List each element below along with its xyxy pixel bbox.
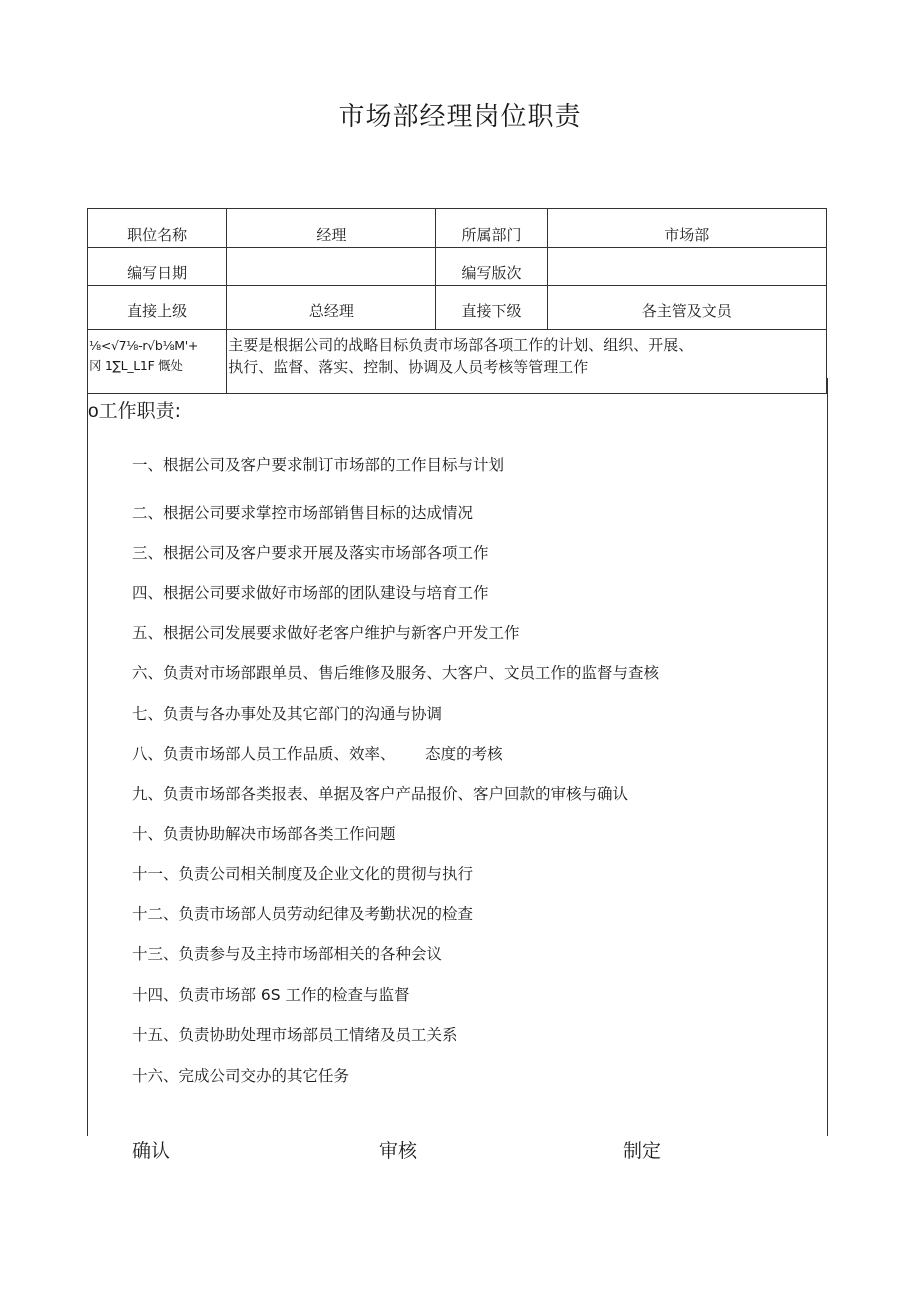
- page-title: 市场部经理岗位职责: [338, 102, 582, 132]
- list-item: 十三、负责参与及主持市场部相关的各种会议: [132, 945, 443, 963]
- overview-label-line: ⅛<√7⅛-r√b⅛M'+: [89, 338, 199, 353]
- department-value: 市场部: [547, 209, 826, 248]
- date-written-value: [227, 248, 436, 286]
- duties-heading: [88, 396, 181, 423]
- position-name-value: 经理: [227, 209, 436, 248]
- list-item: 十、负责协助解决市场部各类工作问题: [132, 825, 396, 843]
- version-label: 编写版次: [436, 248, 547, 286]
- position-name-label: 职位名称: [88, 209, 227, 248]
- list-item: 九、负责市场部各类报表、单据及客户产品报价、客户回款的审核与确认: [132, 785, 629, 803]
- confirm-label: 确认: [132, 1140, 171, 1162]
- date-written-label: 编写日期: [88, 248, 227, 286]
- list-item: 十四、负责市场部 6S 工作的检查与监督: [132, 986, 410, 1004]
- overview-label-line: 冈 1∑L_L1F 慨处: [89, 358, 183, 373]
- bullet-icon: o: [88, 401, 99, 422]
- version-value: [547, 248, 826, 286]
- list-item: 六、负责对市场部跟单员、售后维修及服务、大客户、文员工作的监督与查核: [132, 664, 660, 682]
- list-item: 一、根据公司及客户要求制订市场部的工作目标与计划: [132, 456, 505, 474]
- list-item: 五、根据公司发展要求做好老客户维护与新客户开发工作: [132, 624, 520, 642]
- prepare-label: 制定: [623, 1140, 662, 1162]
- direct-superior-value: 总经理: [227, 286, 436, 330]
- table-row: [88, 248, 827, 286]
- list-item: 三、根据公司及客户要求开展及落实市场部各项工作: [132, 544, 489, 562]
- list-item: 十一、负责公司相关制度及企业文化的贯彻与执行: [132, 865, 474, 883]
- direct-superior-label: 直接上级: [88, 286, 227, 330]
- list-item: 十二、负责市场部人员劳动纪律及考勤状况的检查: [132, 905, 474, 923]
- overview-line: 主要是根据公司的战略目标负责市场部各项工作的计划、组织、开展、: [228, 336, 694, 354]
- department-label: 所属部门: [436, 209, 547, 248]
- list-item: 八、负责市场部人员工作品质、效率、 态度的考核: [132, 745, 503, 763]
- direct-subordinate-label: 直接下级: [436, 286, 547, 330]
- review-label: 审核: [379, 1140, 418, 1162]
- list-item: 四、根据公司要求做好市场部的团队建设与培育工作: [132, 584, 489, 602]
- overview-line: 执行、监督、落实、控制、协调及人员考核等管理工作: [228, 358, 589, 376]
- direct-subordinate-value: 各主管及文员: [547, 286, 826, 330]
- duties-heading-text: 工作职责:: [98, 400, 181, 422]
- list-item: 十六、完成公司交办的其它任务: [132, 1067, 350, 1085]
- table-row: [88, 209, 827, 248]
- list-item: 七、负责与各办事处及其它部门的沟通与协调: [132, 705, 443, 723]
- list-item: 十五、负责协助处理市场部员工情绪及员工关系: [132, 1026, 458, 1044]
- position-info-table: [87, 208, 827, 394]
- list-item: 二、根据公司要求掌控市场部销售目标的达成情况: [132, 504, 474, 522]
- table-row: [88, 286, 827, 330]
